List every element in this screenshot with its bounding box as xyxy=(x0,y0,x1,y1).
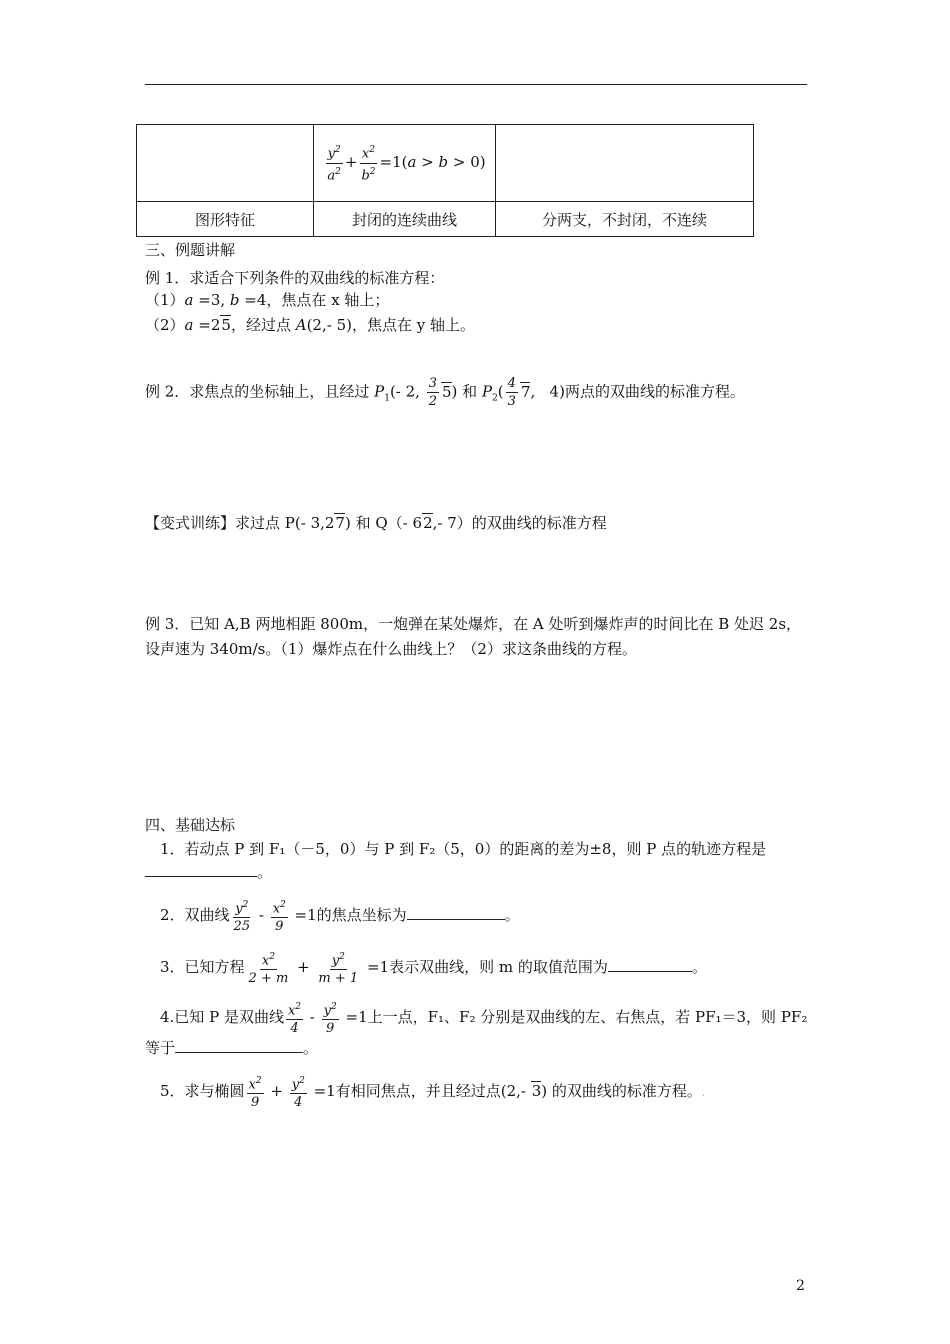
table-cell xyxy=(137,125,314,202)
answer-blank[interactable] xyxy=(175,1038,303,1053)
example-1-title: 例 1．求适合下列条件的双曲线的标准方程： xyxy=(145,269,445,287)
ellipse-equation-cell: $\frac{y^2}{a^2}$ + $\frac{x^2}{b^2}$ =1(a > b > 0) xyxy=(314,125,496,202)
table-row xyxy=(137,202,754,237)
example-3-line-2: 设声速为 340m/s。（1）爆炸点在什么曲线上？（2）求这条曲线的方程。 xyxy=(145,640,637,658)
variant-exercise: 【变式训练】求过点 P(- 3,27) 和 Q（- 62,- 7）的双曲线的标准方程 xyxy=(145,514,607,532)
table-cell: 封闭的连续曲线 xyxy=(314,202,496,237)
table-row xyxy=(137,125,754,202)
answer-blank[interactable] xyxy=(407,905,505,920)
header-rule xyxy=(145,84,807,85)
question-5: 5．求与椭圆 $\frac{x^2}{9}$ + $\frac{y^2}{4}$ =1有相同焦点，并且经过点(2,- 3) 的双曲线的标准方程。. xyxy=(160,1073,705,1111)
decorative-dot: . xyxy=(701,1088,706,1100)
question-4-answer-line: 等于 。 xyxy=(145,1039,319,1057)
table-cell: 图形特征 xyxy=(137,202,314,237)
table-cell xyxy=(496,125,754,202)
page-number: 2 xyxy=(796,1278,805,1294)
answer-blank[interactable] xyxy=(608,957,692,972)
question-2: 2．双曲线 $\frac{y^2}{25}$ - $\frac{x^2}{9}$ =1的焦点坐标为 。 xyxy=(160,897,520,935)
section-4-heading: 四、基础达标 xyxy=(145,816,236,834)
example-1-part-2: （2）a =25，经过点 A(2,- 5)，焦点在 y 轴上。 xyxy=(145,316,475,334)
example-3-line-1: 例 3．已知 A,B 两地相距 800m，一炮弹在某处爆炸，在 A 处听到爆炸声的时间比在 B 处迟 2s， xyxy=(145,615,802,633)
question-1-answer-line: 。 xyxy=(145,862,272,882)
example-2: 例 2．求焦点的坐标轴上，且经过 $P_1(-$ 2, $\frac{3}{2}$ 5) 和 $P_2$( $\frac{4}{3}$ 7, 4)两点的双曲线的标准方程。 xyxy=(145,376,745,409)
question-3: 3．已知方程 $\frac{x^2}{2 + m}$ + $\frac{y^2}{m + 1}$ =1表示双曲线，则 m 的取值范围为 。 xyxy=(160,949,707,987)
answer-blank[interactable] xyxy=(145,862,257,877)
table-cell: 分两支，不封闭，不连续 xyxy=(496,202,754,237)
comparison-table xyxy=(136,124,754,237)
question-4: 4.已知 P 是双曲线 $\frac{x^2}{4}$ - $\frac{y^2}{9}$ =1上一点，F₁、F₂ 分别是双曲线的左、右焦点，若 PF₁＝3，则 PF₂ xyxy=(160,999,807,1037)
example-1-part-1: （1）a =3, b =4，焦点在 x 轴上； xyxy=(145,291,390,309)
section-3-heading: 三、例题讲解 xyxy=(145,241,236,259)
question-1: 1．若动点 P 到 F₁（－5，0）与 P 到 F₂（5，0）的距离的差为±8，则 P 点的轨迹方程是 xyxy=(160,840,767,858)
